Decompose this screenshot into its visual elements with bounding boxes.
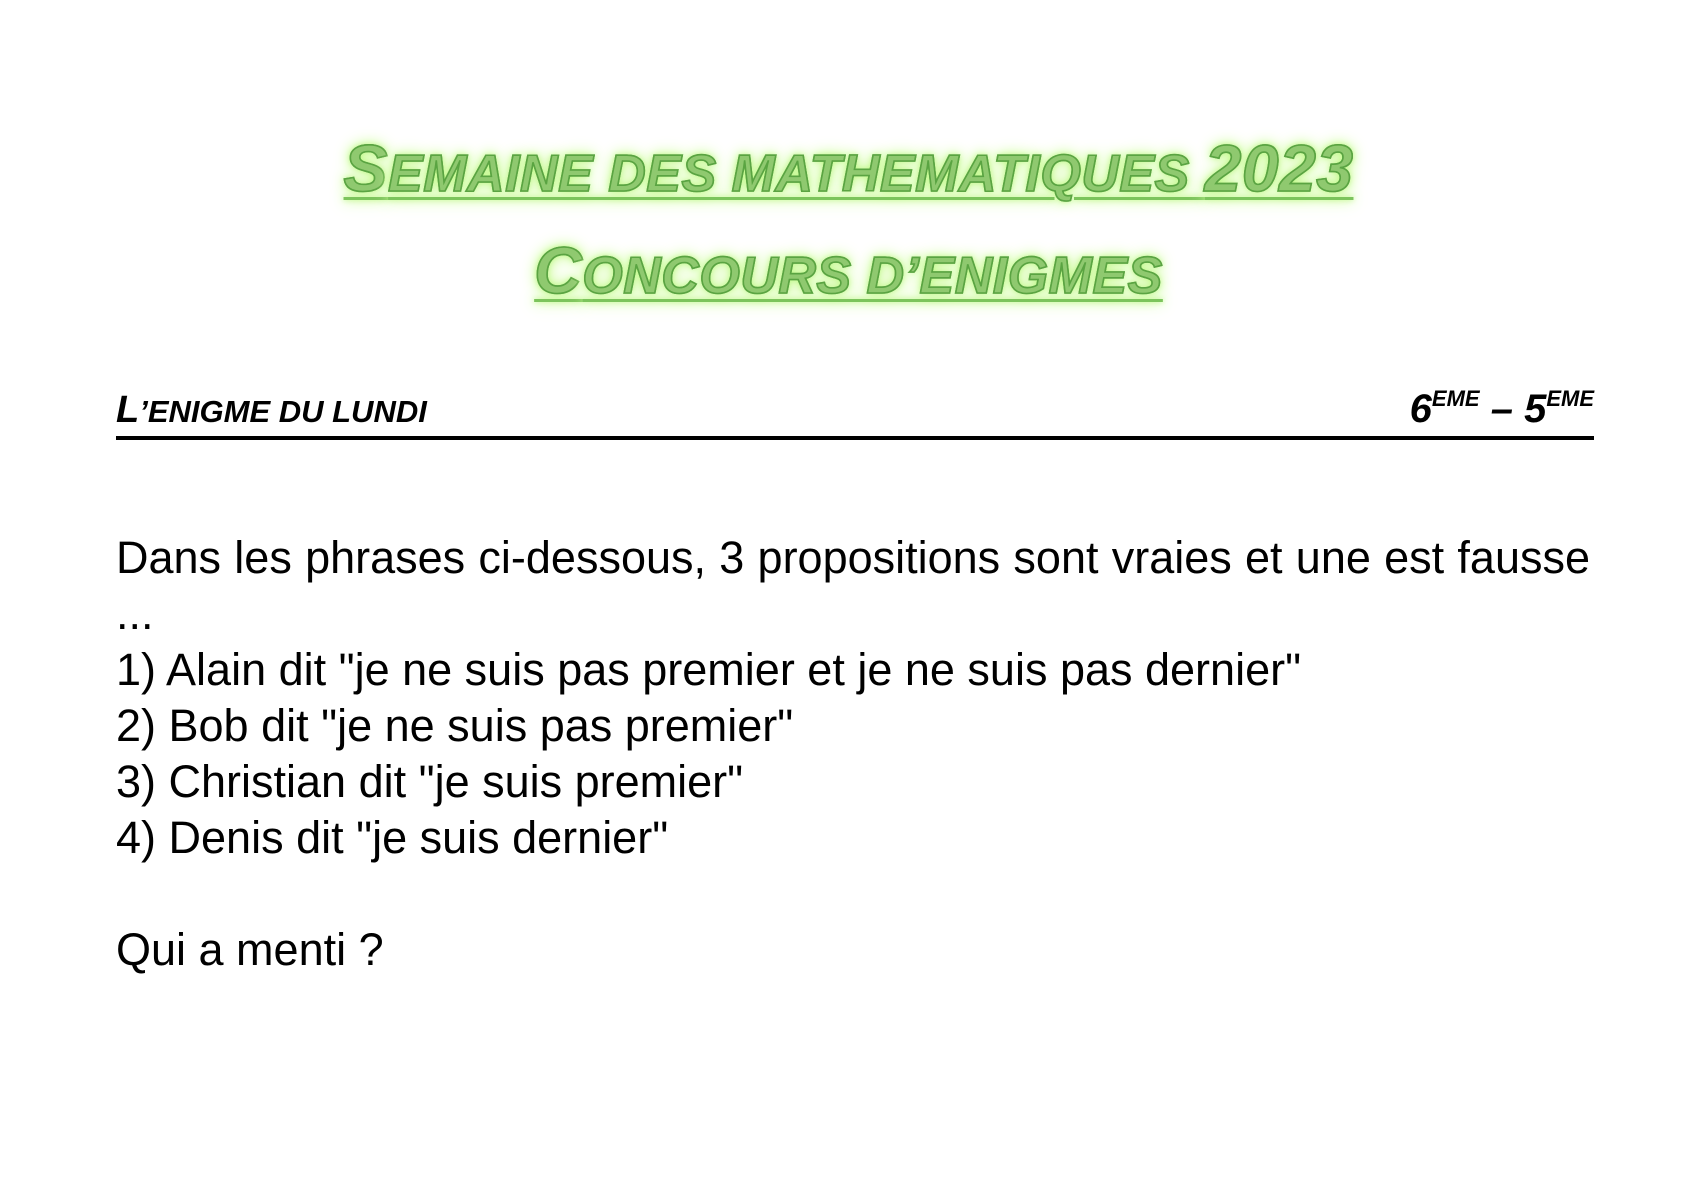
riddle-question: Qui a menti ?: [116, 924, 384, 975]
riddle-day-text: ’ENIGME DU LUNDI: [139, 394, 427, 429]
riddle-day-initial: L: [116, 389, 140, 431]
riddle-header: [116, 388, 1594, 440]
main-title-initial: S: [343, 131, 389, 205]
riddle-body: [116, 530, 1590, 978]
contest-title-text: ONCOURS D’ENIGMES: [582, 247, 1163, 305]
grade-level: [1410, 387, 1594, 432]
grade-b: 5: [1524, 387, 1547, 431]
riddle-intro: Dans les phrases ci-dessous, 3 propositions sont vraies et une est fausse ...: [116, 532, 1590, 639]
grade-a: 6: [1409, 387, 1432, 431]
grade-b-suffix: EME: [1546, 386, 1594, 411]
main-title-text: EMAINE DES MATHEMATIQUES: [388, 145, 1205, 203]
statement-item: 1) Alain dit "je ne suis pas premier et je ne suis pas dernier": [116, 644, 1302, 695]
statement-item: 4) Denis dit "je suis dernier": [116, 812, 669, 863]
main-title: [344, 130, 1354, 206]
contest-title-initial: C: [534, 233, 583, 307]
grade-a-suffix: EME: [1431, 386, 1480, 411]
main-title-year: 2023: [1204, 131, 1354, 205]
grade-separator: –: [1479, 387, 1525, 431]
main-title-block: [0, 130, 1697, 206]
contest-title: [534, 232, 1163, 308]
riddle-day-label: [116, 389, 427, 432]
statement-item: 3) Christian dit "je suis premier": [116, 756, 744, 807]
sub-title-block: [0, 232, 1697, 308]
statement-item: 2) Bob dit "je ne suis pas premier": [116, 700, 794, 751]
